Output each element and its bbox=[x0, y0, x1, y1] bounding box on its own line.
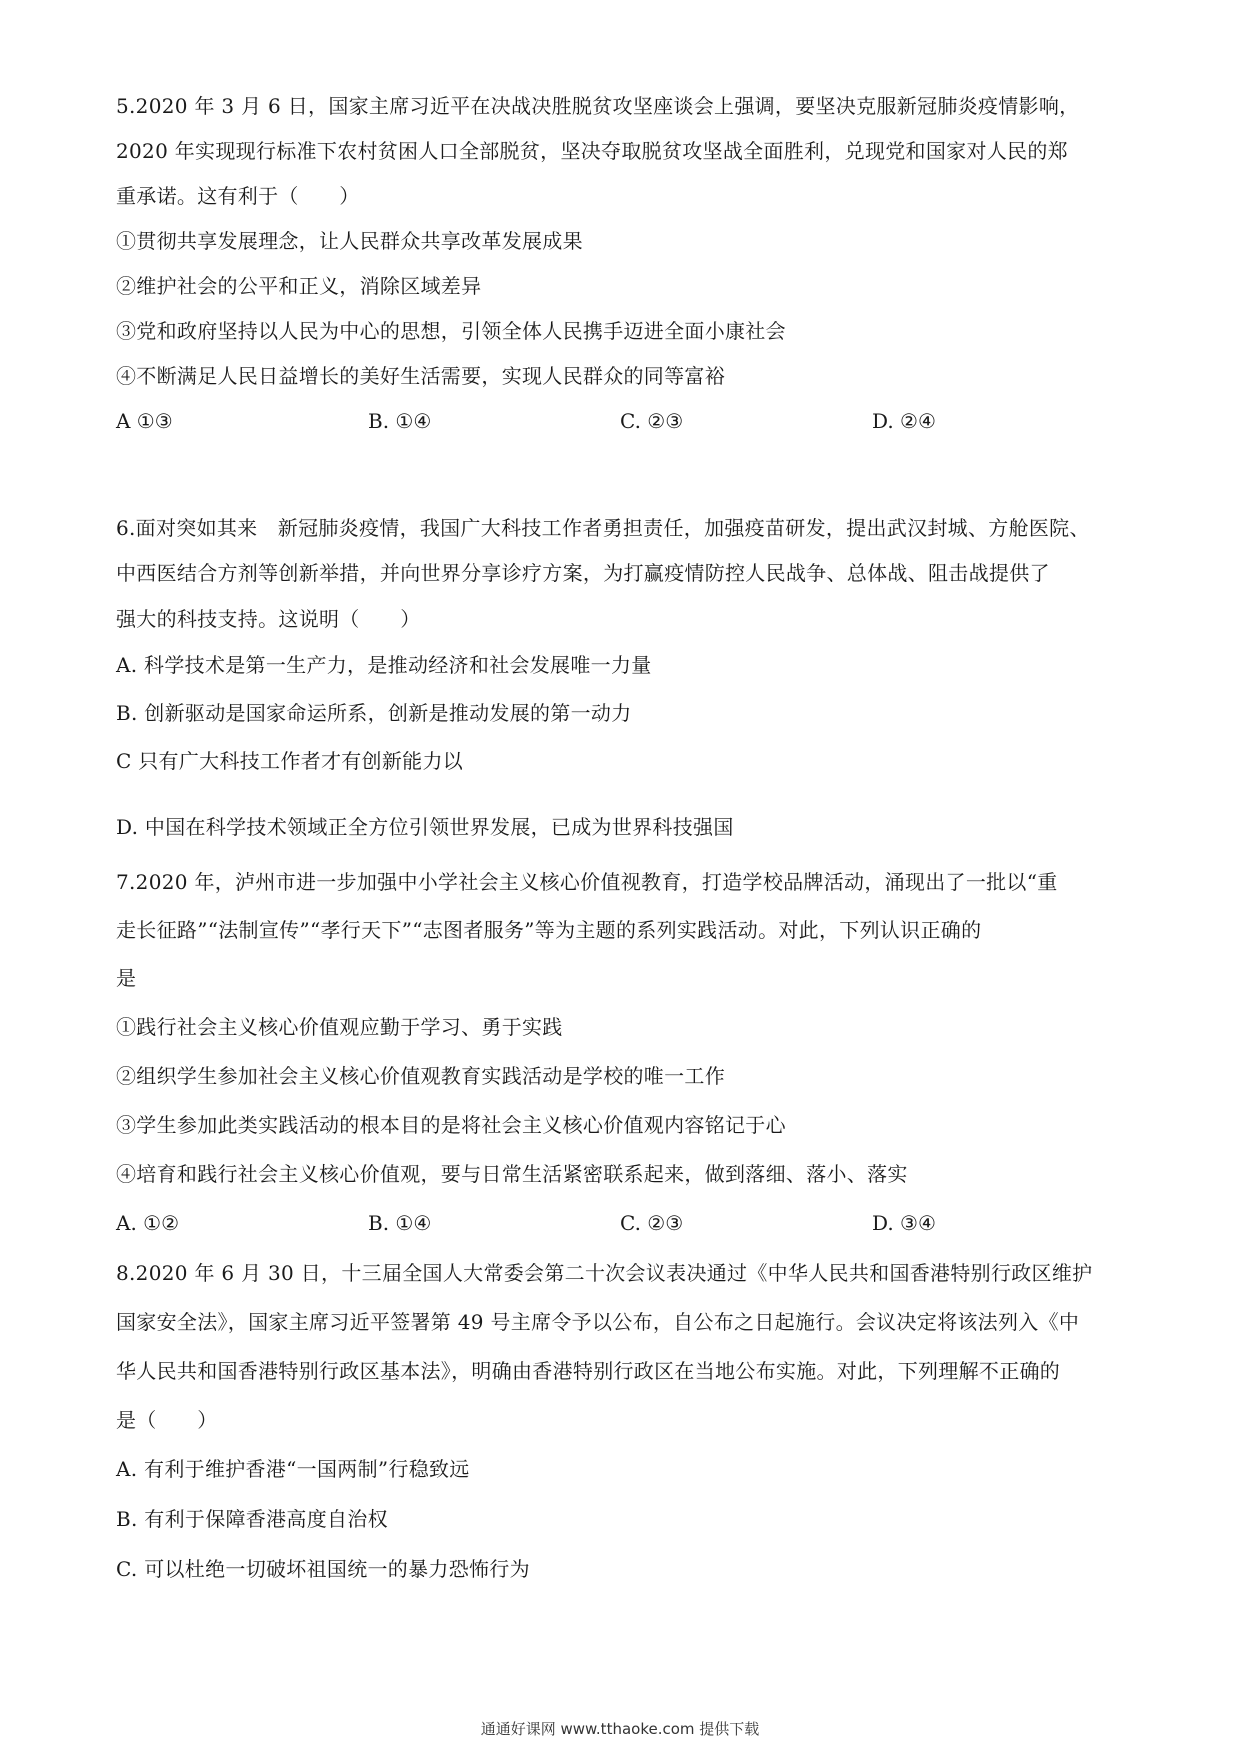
q8-stem-line-2: 国家安全法》，国家主席习近平签署第 49 号主席令予以公布，自公布之日起施行。会议决定将该法列入《中 bbox=[116, 1310, 1080, 1334]
q7-statement-1: ①践行社会主义核心价值观应勤于学习、勇于实践 bbox=[116, 1015, 563, 1039]
q8-option-a: A. 有利于维护香港“一国两制”行稳致远 bbox=[116, 1457, 470, 1481]
q7-statement-3: ③学生参加此类实践活动的根本目的是将社会主义核心价值观内容铭记于心 bbox=[116, 1113, 786, 1137]
q6-option-a: A. 科学技术是第一生产力，是推动经济和社会发展唯一力量 bbox=[116, 653, 652, 677]
q6-stem-line-1: 6.面对突如其来 新冠肺炎疫情，我国广大科技工作者勇担责任，加强疫苗研发，提出武汉封城、方舱医院、 bbox=[116, 516, 1090, 540]
q5-choice-d: D. ②④ bbox=[872, 409, 936, 433]
q6-option-b: B. 创新驱动是国家命运所系，创新是推动发展的第一动力 bbox=[116, 701, 632, 725]
q7-stem-line-1: 7.2020 年，泸州市进一步加强中小学社会主义核心价值视教育，打造学校品牌活动，涌现出了一批以“重 bbox=[116, 870, 1058, 894]
q8-stem-line-4: 是（ ） bbox=[116, 1408, 218, 1432]
q5-statement-1: ①贯彻共享发展理念，让人民群众共享改革发展成果 bbox=[116, 229, 583, 253]
q7-stem-line-3: 是 bbox=[116, 966, 137, 990]
q5-choice-c: C. ②③ bbox=[620, 409, 684, 433]
q7-choice-a: A. ①② bbox=[116, 1211, 180, 1235]
q8-stem-line-3: 华人民共和国香港特别行政区基本法》，明确由香港特别行政区在当地公布实施。对此，下列理解不正确的 bbox=[116, 1359, 1061, 1383]
q5-choice-a: A ①③ bbox=[116, 409, 173, 433]
q8-stem-line-1: 8.2020 年 6 月 30 日，十三届全国人大常委会第二十次会议表决通过《中华人民共和国香港特别行政区维护 bbox=[116, 1261, 1093, 1285]
q5-stem-line-2: 2020 年实现现行标准下农村贫困人口全部脱贫，坚决夺取脱贫攻坚战全面胜利，兑现党和国家对人民的郑 bbox=[116, 139, 1068, 163]
q7-statement-4: ④培育和践行社会主义核心价值观，要与日常生活紧密联系起来，做到落细、落小、落实 bbox=[116, 1162, 908, 1186]
q6-stem-line-2: 中西医结合方剂等创新举措，并向世界分享诊疗方案，为打赢疫情防控人民战争、总体战、阻击战提供了 bbox=[116, 561, 1050, 585]
q5-statement-2: ②维护社会的公平和正义，消除区域差异 bbox=[116, 274, 482, 298]
q7-choice-c: C. ②③ bbox=[620, 1211, 684, 1235]
q6-option-c: C 只有广大科技工作者才有创新能力以 bbox=[116, 749, 464, 773]
page-footer: 通通好课网 www.tthaoke.com 提供下载 bbox=[480, 1720, 760, 1738]
q8-option-b: B. 有利于保障香港高度自治权 bbox=[116, 1507, 388, 1531]
q5-stem-line-3: 重承诺。这有利于（ ） bbox=[116, 184, 360, 208]
q7-choice-d: D. ③④ bbox=[872, 1211, 936, 1235]
q8-option-c: C. 可以杜绝一切破坏祖国统一的暴力恐怖行为 bbox=[116, 1557, 530, 1581]
q7-stem-line-2: 走长征路”“法制宣传”“孝行天下”“志图者服务”等为主题的系列实践活动。对此，下列认识正确的 bbox=[116, 918, 982, 942]
q7-choice-b: B. ①④ bbox=[368, 1211, 432, 1235]
q6-option-d: D. 中国在科学技术领域正全方位引领世界发展，已成为世界科技强国 bbox=[116, 815, 734, 839]
q5-statement-4: ④不断满足人民日益增长的美好生活需要，实现人民群众的同等富裕 bbox=[116, 364, 725, 388]
q5-choice-b: B. ①④ bbox=[368, 409, 432, 433]
q5-stem-line-1: 5.2020 年 3 月 6 日，国家主席习近平在决战决胜脱贫攻坚座谈会上强调，要坚决克服新冠肺炎疫情影响， bbox=[116, 94, 1080, 118]
q7-statement-2: ②组织学生参加社会主义核心价值观教育实践活动是学校的唯一工作 bbox=[116, 1064, 725, 1088]
q5-statement-3: ③党和政府坚持以人民为中心的思想，引领全体人民携手迈进全面小康社会 bbox=[116, 319, 786, 343]
q6-stem-line-3: 强大的科技支持。这说明（ ） bbox=[116, 607, 421, 631]
